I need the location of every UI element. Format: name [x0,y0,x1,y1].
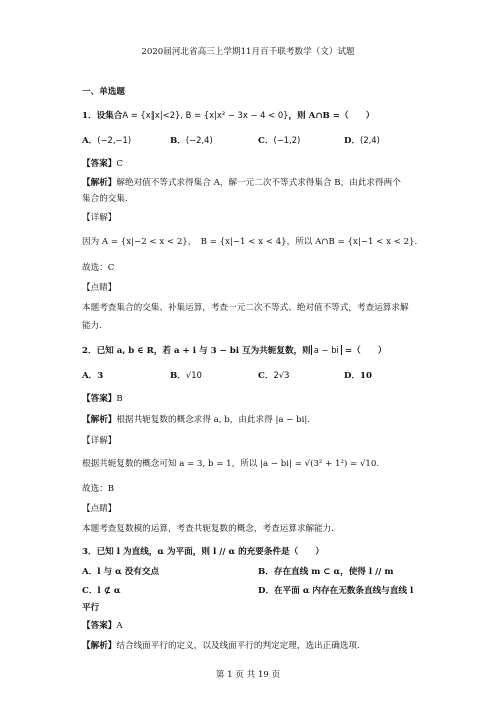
option-label: D． [344,371,361,381]
q2-stem [82,344,386,357]
q1-stem [82,109,374,122]
option-value: (−2,4) [185,135,213,145]
answer-value: A [116,621,123,631]
document-title: 2020届河北省高三上学期11月百千联考数学（文）试题 [141,47,355,57]
q2-option-d [344,369,372,381]
q1-detail: 因为 A = {x|−2 < x < 2}， B = {x|−1 < x < 4}，所以 A∩B = {x|−1 < x < 2}. [82,237,418,247]
q1-analysis [82,177,401,189]
q1-comment-line2: 能力. [82,321,102,331]
option-value: (−2,−1) [97,135,132,145]
option-label: C． [258,136,274,146]
q1-choose: 故选：C [82,263,115,273]
option-label: B． [170,136,186,146]
answer-value: C [116,159,123,169]
option-value: 3 [97,371,104,381]
option-label: A． [82,371,98,381]
q1-comment-tag: 【点睛】 [82,283,117,293]
q3-option-c: C．l ⊄ α [82,586,121,596]
section-heading: 一、单选题 [82,87,125,97]
q3-option-a: A．l 与 α 没有交点 [82,567,160,577]
q2-answer [82,393,123,405]
q1-stem-prefix: 1．设集合 [82,111,123,121]
q3-option-d-line1: D．在平面 α 内存在无数条直线与直线 l [258,586,414,596]
q1-stem-math: A = {x‖x|<2}, B = {x|x² − 3x − 4 < 0} [122,110,289,120]
option-label: C． [258,371,274,381]
analysis-tag: 【解析】 [82,178,117,188]
q1-answer [82,158,123,170]
answer-tag: 【答案】 [82,394,117,404]
answer-tag: 【答案】 [82,159,117,169]
q1-option-d [344,134,380,146]
analysis-text: 根据共轭复数的概念求得 a, b，由此求得 |a − bi|. [116,415,311,425]
option-value: √10 [185,370,202,380]
answer-value: B [116,394,123,404]
q2-analysis [82,414,310,426]
q2-option-c [258,369,289,381]
q3-option-b: B．存在直线 m ⊂ α，使得 l // m [258,567,394,577]
q1-option-c [258,134,300,146]
q1-analysis-line2: 集合的交集. [82,194,128,204]
q3-analysis [82,640,360,652]
option-label: A． [82,136,98,146]
q2-stem-prefix: 2．已知 a, b ∈ R，若 a + i 与 3 − bi 互为共轭复数，则 [82,346,311,356]
page-footer: 第 1 页 共 19 页 [215,670,281,680]
q2-option-b [170,369,202,381]
option-value: 10 [360,371,373,381]
option-label: D． [344,136,361,146]
q3-answer [82,620,123,632]
q2-stem-suffix: =（ ） [341,346,387,356]
option-value: (−1,2) [273,135,301,145]
answer-tag: 【答案】 [82,621,117,631]
q1-comment-line1: 本题考查集合的交集、补集运算，考查一元二次不等式、绝对值不等式，考查运算求解 [82,303,409,313]
q2-option-a [82,369,103,381]
q3-option-d-line2: 平行 [82,603,100,613]
analysis-tag: 【解析】 [82,641,117,651]
q2-comment-tag: 【点睛】 [82,504,117,514]
q1-option-b [170,134,213,146]
option-value: (2,4) [360,135,380,145]
analysis-text: 结合线面平行的定义，以及线面平行的判定定理，选出正确选项. [116,641,360,651]
option-value: 2√3 [273,370,290,380]
q3-stem: 3．已知 l 为直线，α 为平面，则 l // α 的充要条件是（ ） [82,547,325,557]
analysis-tag: 【解析】 [82,415,117,425]
q2-detail: 根据共轭复数的概念可知 a = 3, b = 1，所以 |a − bi| = √(3² + 1²) = √10. [82,459,380,469]
analysis-text: 解绝对值不等式求得集合 A，解一元二次不等式求得集合 B，由此求得两个 [116,178,401,188]
q1-option-a [82,134,131,146]
q2-comment: 本题考查复数模的运算，考查共轭复数的概念，考查运算求解能力. [82,524,334,534]
q1-detail-tag: 【详解】 [82,213,117,223]
q2-choose: 故选：B [82,484,115,494]
q1-stem-suffix: ，则 A∩B =（ ） [288,111,375,121]
q2-stem-abs: a − bi [311,345,342,355]
q2-detail-tag: 【详解】 [82,436,117,446]
option-label: B． [170,371,186,381]
